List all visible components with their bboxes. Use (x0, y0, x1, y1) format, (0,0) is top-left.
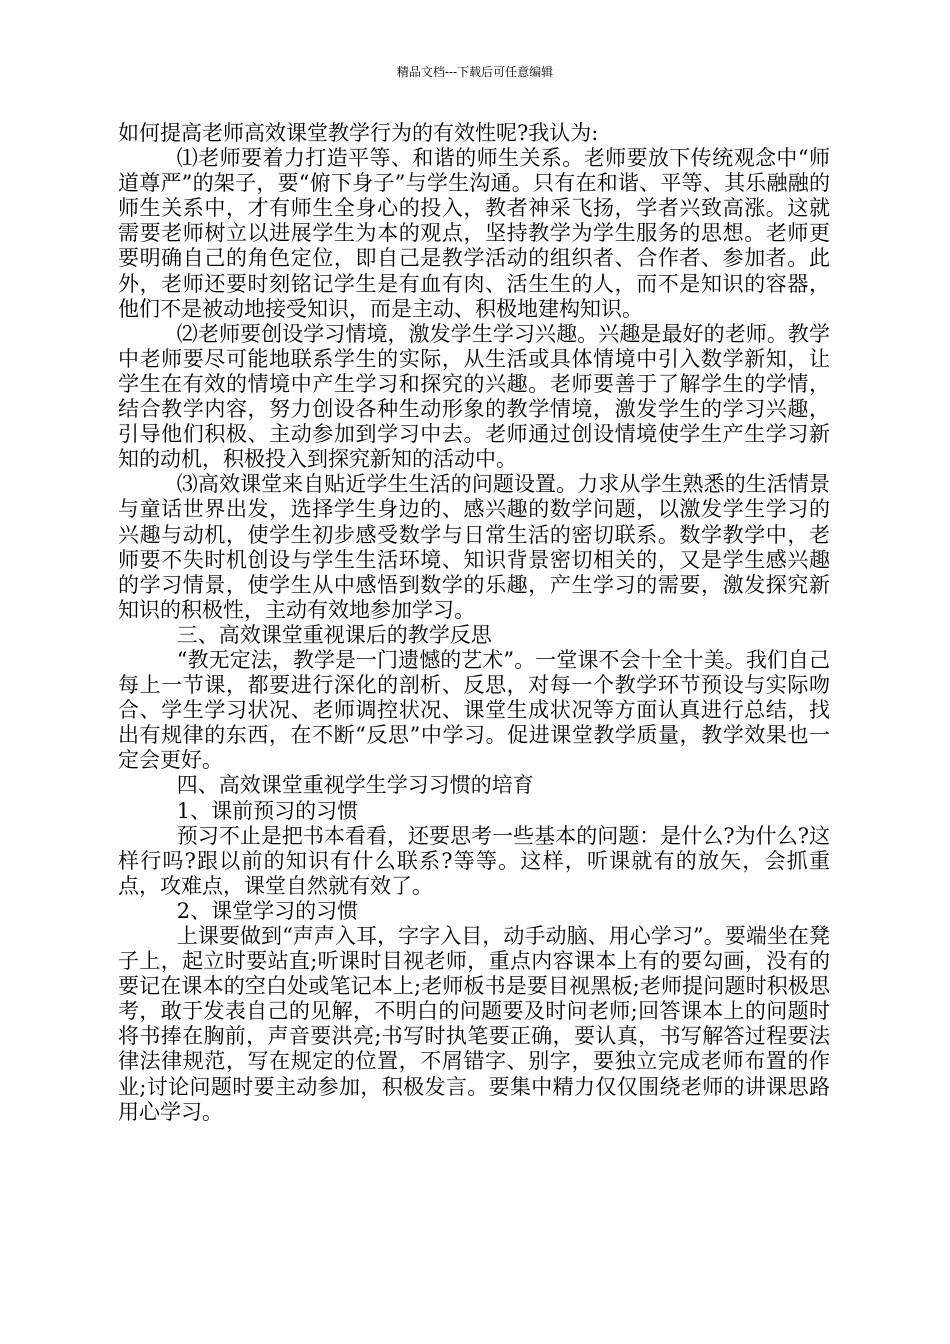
page-header: 精品文档---下载后可任意编辑 (396, 65, 554, 79)
document-body (118, 121, 830, 1125)
preview-paragraph: 预习不止是把书本看看，还要思考一些基本的问题：是什么?为什么?这样行吗?跟以前的知识有什么联系?等等。这样，听课就有的放矢，会抓重点，攻难点，课堂自然就有效了。 (118, 823, 830, 898)
reflection-paragraph: “教无定法，教学是一门遗憾的艺术”。一堂课不会十全十美。我们自己每上一节课，都要进行深化的剖析、反思，对每一个教学环节预设与实际吻合、学生学习状况、老师调控状况、课堂生成状况等方面认真进行总结，找出有规律的东西，在不断“反思”中学习。促进课堂教学质量，教学效果也一定会更好。 (118, 647, 830, 773)
point-1-paragraph: ⑴老师要着力打造平等、和谐的师生关系。老师要放下传统观念中“师道尊严”的架子，要“俯下身子”与学生沟通。只有在和谐、平等、其乐融融的师生关系中，才有师生全身心的投入，教者神采飞扬，学者兴致高涨。这就需要老师树立以进展学生为本的观点，坚持教学为学生服务的思想。老师更要明确自己的角色定位，即自己是教学活动的组织者、合作者、参加者。此外，老师还要时刻铭记学生是有血有肉、活生生的人，而不是知识的容器，他们不是被动地接受知识，而是主动、积极地建构知识。 (118, 146, 830, 321)
point-2-paragraph: ⑵老师要创设学习情境，激发学生学习兴趣。兴趣是最好的老师。教学中老师要尽可能地联系学生的实际，从生活或具体情境中引入数学新知，让学生在有效的情境中产生学习和探究的兴趣。老师要善于了解学生的学情，结合教学内容，努力创设各种生动形象的教学情境，激发学生的学习兴趣，引导他们积极、主动参加到学习中去。老师通过创设情境使学生产生学习新知的动机，积极投入到探究新知的活动中。 (118, 321, 830, 472)
section-4-heading: 四、高效课堂重视学生学习习惯的培育 (176, 773, 534, 798)
subsection-1-heading: 1、课前预习的习惯 (176, 798, 359, 823)
classroom-habits-paragraph: 上课要做到“声声入耳，字字入目，动手动脑、用心学习”。要端坐在凳子上，起立时要站直;听课时目视老师，重点内容课本上有的要勾画，没有的要记在课本的空白处或笔记本上;老师板书是要目视黑板;老师提问题时积极思考，敢于发表自己的见解，不明白的问题要及时问老师;回答课本上的问题时将书捧在胸前，声音要洪亮;书写时执笔要正确，要认真，书写解答过程要法律法律规范，写在规定的位置，不屑错字、别字，要独立完成老师布置的作业;讨论问题时要主动参加，积极发言。要集中精力仅仅围绕老师的讲课思路用心学习。 (118, 924, 830, 1124)
intro-paragraph: 如何提高老师高效课堂教学行为的有效性呢?我认为: (118, 121, 599, 145)
subsection-2-heading: 2、课堂学习的习惯 (176, 898, 359, 923)
section-3-heading: 三、高效课堂重视课后的教学反思 (176, 622, 492, 647)
point-3-paragraph: ⑶高效课堂来自贴近学生生活的问题设置。力求从学生熟悉的生活情景与童话世界出发，选择学生身边的、感兴趣的数学问题，以激发学生学习的兴趣与动机，使学生初步感受数学与日常生活的密切联系。数学教学中，老师要不失时机创设与学生生活环境、知识背景密切相关的，又是学生感兴趣的学习情景，使学生从中感悟到数学的乐趣，产生学习的需要，激发探究新知识的积极性，主动有效地参加学习。 (118, 472, 830, 622)
